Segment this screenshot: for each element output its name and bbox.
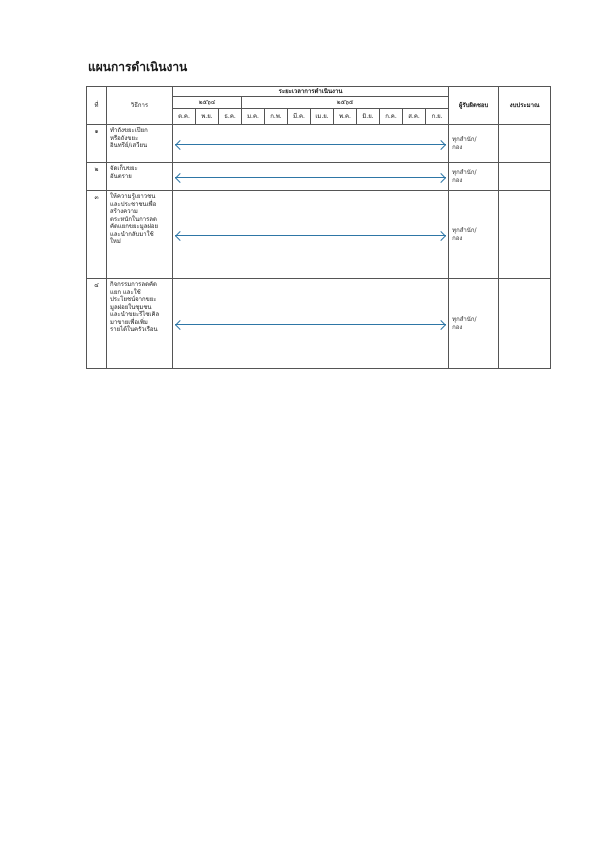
header-year-1: ๒๕๖๔ [173, 97, 242, 109]
month-header: ก.ค. [380, 109, 403, 125]
header-responsible: ผู้รับผิดชอบ [449, 87, 499, 125]
table-row [87, 191, 551, 279]
header-year-2: ๒๕๖๕ [242, 97, 449, 109]
month-header: มิ.ย. [357, 109, 380, 125]
month-header: ก.พ. [265, 109, 288, 125]
row-responsible: ทุกสำนัก/ กอง [449, 191, 499, 279]
row-budget [499, 279, 551, 369]
row-number: ๓ [87, 191, 107, 279]
month-header: ส.ค. [403, 109, 426, 125]
month-header: พ.ย. [196, 109, 219, 125]
plan-table [86, 86, 551, 369]
row-budget [499, 163, 551, 191]
month-header: ม.ค. [242, 109, 265, 125]
header-period: ระยะเวลาการดำเนินงาน [173, 87, 449, 97]
month-header: เม.ย. [311, 109, 334, 125]
header-budget: งบประมาณ [499, 87, 551, 125]
row-budget [499, 125, 551, 163]
table-row [87, 163, 551, 191]
page-title: แผนการดำเนินงาน [88, 60, 188, 74]
row-method: ให้ความรู้เยาวชน และประชาชนเพื่อ สร้างความ ตระหนักในการลด คัดแยกขยะมูลฝอย และนำกลับมาใช้ ใหม่ [107, 191, 173, 279]
header-no: ที่ [87, 87, 107, 125]
row-responsible: ทุกสำนัก/ กอง [449, 125, 499, 163]
row-method: กิจกรรมการลดคัด แยก และใช้ ประโยชน์จากขยะ มูลฝอยในชุมชน และนำขยะรีไซเคิล มาขายเพื่อเพิ่ม รายได้ในครัวเรือน [107, 279, 173, 369]
timeline-cell [173, 279, 449, 369]
timeline-arrow-icon [175, 144, 446, 145]
timeline-cell [173, 125, 449, 163]
row-method: ทำถังขยะเปียก หรือถังขยะ อินทรีย์/เสวียน [107, 125, 173, 163]
header-method: วิธีการ [107, 87, 173, 125]
row-number: ๑ [87, 125, 107, 163]
row-method: จัดเก็บขยะ อันตราย [107, 163, 173, 191]
table-row [87, 125, 551, 163]
month-header: ก.ย. [426, 109, 449, 125]
timeline-arrow-icon [175, 235, 446, 236]
timeline-arrow-icon [175, 324, 446, 325]
timeline-cell [173, 163, 449, 191]
table-row [87, 279, 551, 369]
month-header: ต.ค. [173, 109, 196, 125]
row-budget [499, 191, 551, 279]
row-responsible: ทุกสำนัก/ กอง [449, 163, 499, 191]
timeline-arrow-icon [175, 177, 446, 178]
month-header: พ.ค. [334, 109, 357, 125]
row-responsible: ทุกสำนัก/ กอง [449, 279, 499, 369]
row-number: ๔ [87, 279, 107, 369]
month-header: ธ.ค. [219, 109, 242, 125]
month-header: มี.ค. [288, 109, 311, 125]
row-number: ๒ [87, 163, 107, 191]
timeline-cell [173, 191, 449, 279]
